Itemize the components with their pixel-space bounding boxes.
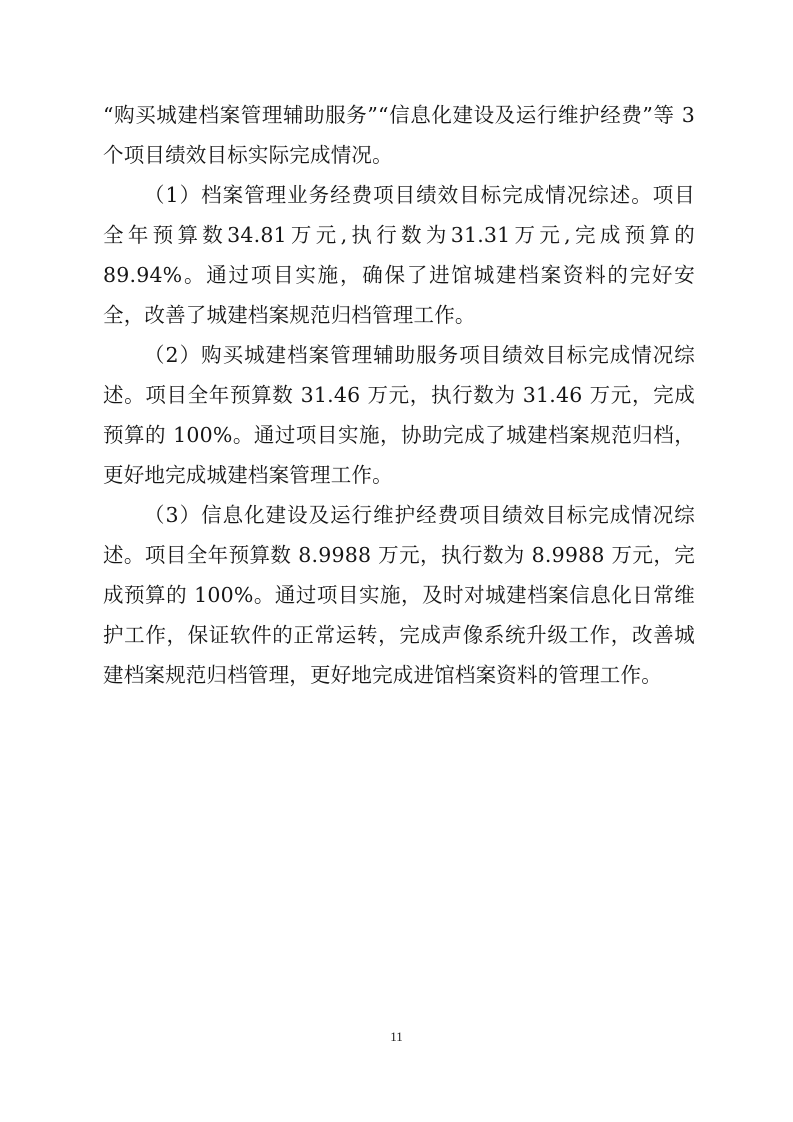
page-number: 11 [390,1029,403,1044]
document-body [103,95,695,695]
paragraph-item-2: （2）购买城建档案管理辅助服务项目绩效目标完成情况综述。项目全年预算数 31.46 万元，执行数为 31.46 万元，完成预算的 100%。通过项目实施，协助完成了城建档案规范归档，更好地完成城建档案管理工作。 [103,343,695,487]
paragraph-item-3: （3）信息化建设及运行维护经费项目绩效目标完成情况综述。项目全年预算数 8.9988 万元，执行数为 8.9988 万元，完成预算的 100%。通过项目实施，及时对城建档案信息化日常维护工作，保证软件的正常运转，完成声像系统升级工作，改善城建档案规范归档管理，更好地完成进馆档案资料的管理工作。 [103,503,695,687]
page-footer [0,1026,793,1045]
paragraph-item-1: （1）档案管理业务经费项目绩效目标完成情况综述。项目全年预算数34.81万元,执行数为31.31万元,完成预算的89.94%。通过项目实施，确保了进馆城建档案资料的完好安全，改善了城建档案规范归档管理工作。 [103,183,695,327]
paragraph-intro: “购买城建档案管理辅助服务”“信息化建设及运行维护经费”等 3 个项目绩效目标实际完成情况。 [103,103,695,167]
